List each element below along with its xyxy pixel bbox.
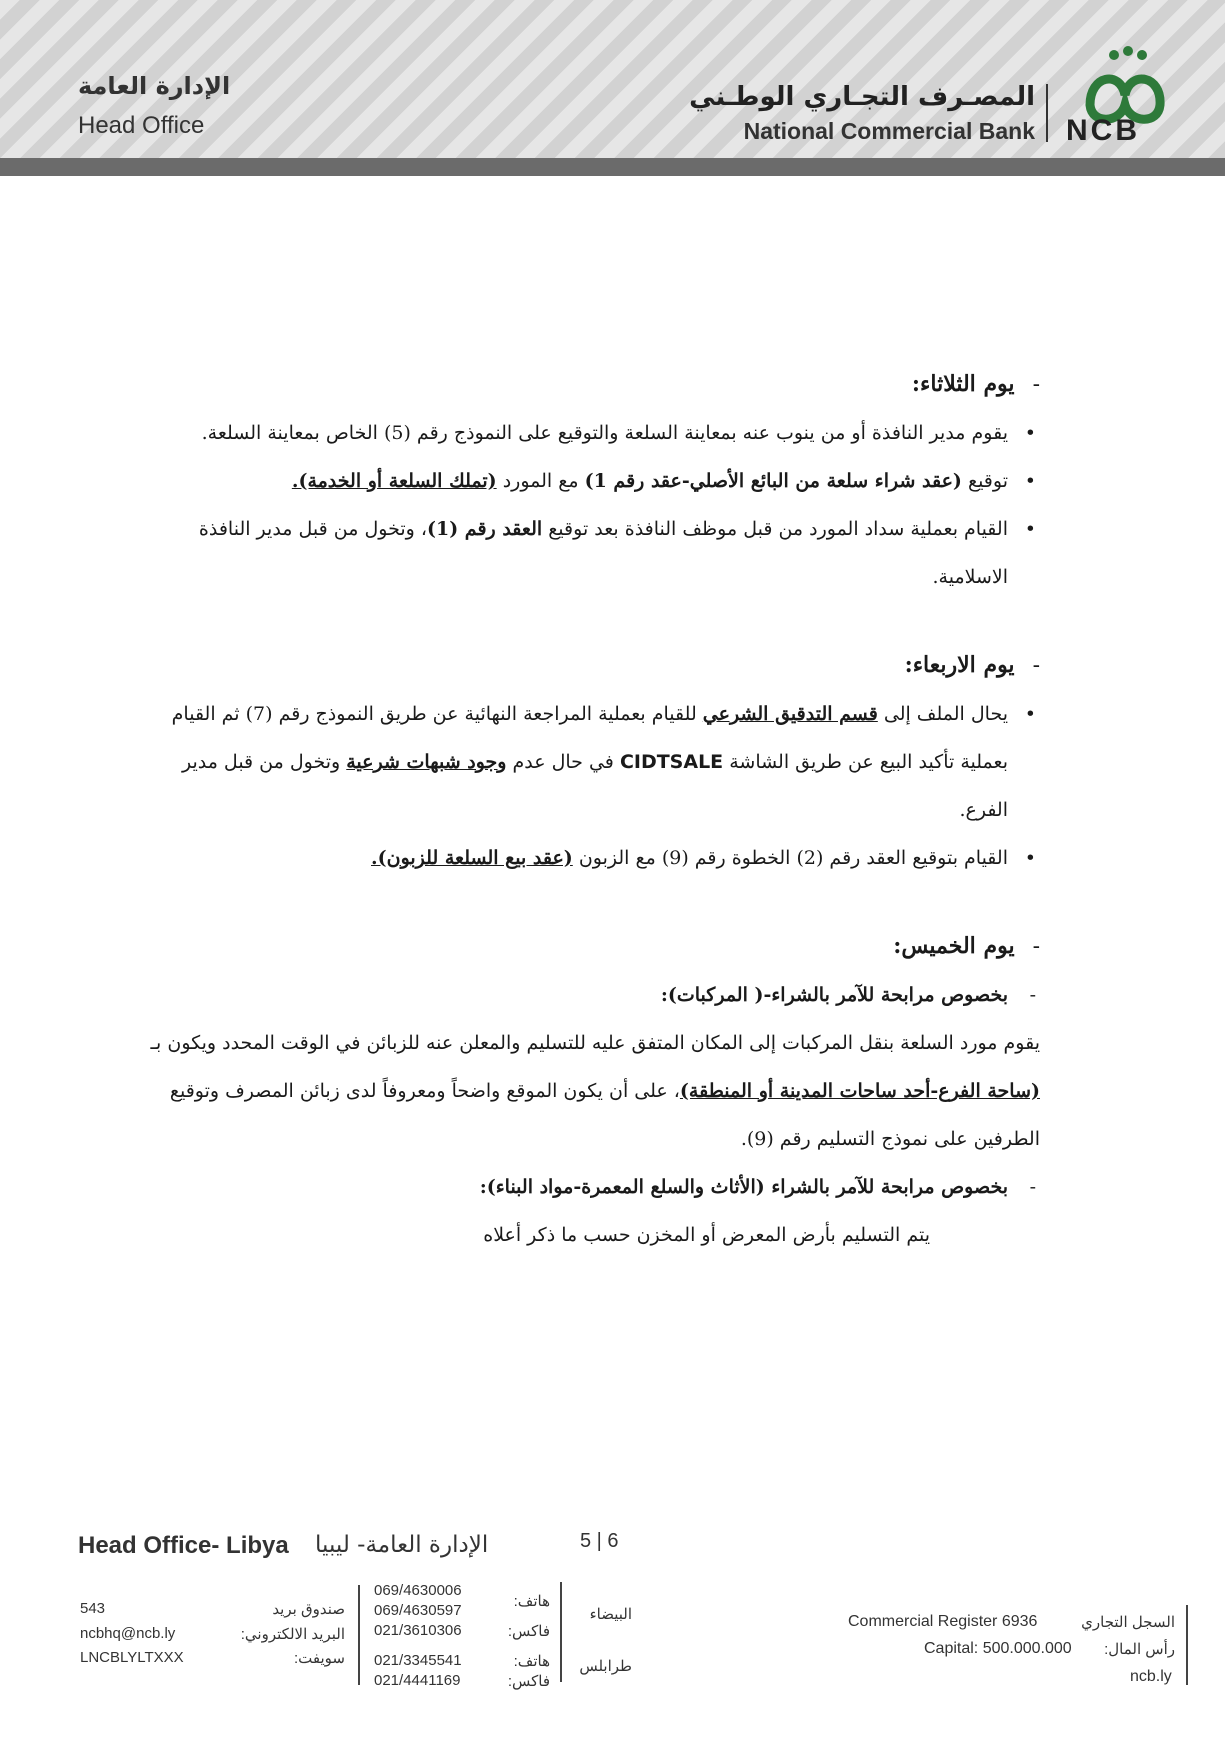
po-box-value: 543 — [80, 1600, 106, 1617]
wednesday-heading: -يوم الاربعاء: — [904, 652, 1040, 678]
thursday-heading: -يوم الخميس: — [893, 933, 1040, 959]
city1-phone-label: هاتف: — [513, 1593, 550, 1610]
bank-name-ar: المصـرف التجـاري الوطـني — [689, 82, 1035, 112]
swift-value: LNCBLYLTXXX — [80, 1649, 184, 1666]
capital-label: رأس المال: — [1104, 1641, 1175, 1658]
thursday-section-1-text: يقوم مورد السلعة بنقل المركبات إلى المكان المتفق عليه للتسليم والمعلن عنه للزبائن في الوقت المحدد ويكون بـ (ساحة الفرع-أحد ساحات المدينة أو المنطقة)، على أن يكون الموقع واضحاً ومعروفاً لدى زبائن المصرف وتوقيع الطرفين على نموذج التسليم رقم (9). — [150, 1032, 1040, 1150]
document-body — [140, 360, 1040, 1259]
city1-phone-2: 069/4630597 — [374, 1602, 462, 1619]
city2-fax: 021/4441169 — [374, 1672, 461, 1689]
footer-divider-1 — [358, 1585, 360, 1685]
commercial-register-label: السجل التجاري — [1081, 1614, 1175, 1631]
wednesday-bullet-2: • القيام بتوقيع العقد رقم (2) الخطوة رقم (9) مع الزبون (عقد بيع السلعة للزبون). — [140, 834, 1040, 882]
city2-name: طرابلس — [579, 1658, 632, 1675]
logo-text: NCB — [1066, 114, 1140, 147]
swift-label: سويفت: — [294, 1650, 345, 1667]
commercial-register: Commercial Register 6936 — [848, 1613, 1038, 1630]
city2-fax-label: فاكس: — [507, 1673, 550, 1690]
thursday-section-2-text: يتم التسليم بأرض المعرض أو المخزن حسب ما ذكر أعلاه — [483, 1224, 930, 1246]
city1-fax-label: فاكس: — [507, 1623, 550, 1640]
thursday-section-2-title: - بخصوص مرابحة للآمر بالشراء (الأثاث والسلع المعمرة-مواد البناء): — [140, 1163, 1040, 1211]
website: ncb.ly — [1130, 1668, 1172, 1685]
city1-phone-1: 069/4630006 — [374, 1582, 462, 1599]
header-bar — [0, 158, 1225, 176]
footer-divider-2 — [560, 1582, 562, 1682]
footer-title-ar: الإدارة العامة- ليبيا — [315, 1532, 489, 1558]
city1-fax: 021/3610306 — [374, 1622, 462, 1639]
city2-phone: 021/3345541 — [374, 1652, 462, 1669]
tuesday-heading: -يوم الثلاثاء: — [911, 371, 1040, 397]
city1-name: البيضاء — [589, 1606, 632, 1623]
footer-divider-3 — [1186, 1605, 1188, 1685]
capital: Capital: 500.000.000 — [924, 1640, 1072, 1657]
header-separator — [1046, 84, 1048, 142]
tuesday-bullet-2: • توقيع (عقد شراء سلعة من البائع الأصلي-عقد رقم 1) مع المورد (تملك السلعة أو الخدمة). — [140, 457, 1040, 505]
city2-phone-label: هاتف: — [513, 1653, 550, 1670]
tuesday-bullet-3: • القيام بعملية سداد المورد من قبل موظف النافذة بعد توقيع العقد رقم (1)، وتخول من قبل مدير النافذة الاسلامية. — [140, 505, 1040, 601]
head-office-ar: الإدارة العامة — [78, 72, 231, 100]
footer-title-en: Head Office- Libya — [78, 1532, 289, 1559]
email-value: ncbhq@ncb.ly — [80, 1625, 176, 1642]
email-label: البريد الالكتروني: — [240, 1626, 345, 1643]
head-office-en: Head Office — [78, 112, 205, 139]
page-number: 5 | 6 — [580, 1530, 619, 1552]
tuesday-bullet-1: • يقوم مدير النافذة أو من ينوب عنه بمعاينة السلعة والتوقيع على النموذج رقم (5) الخاص بمعاينة السلعة. — [140, 409, 1040, 457]
bank-name-en: National Commercial Bank — [743, 118, 1035, 144]
thursday-section-1-title: - بخصوص مرابحة للآمر بالشراء-( المركبات): — [140, 971, 1040, 1019]
po-box-label: صندوق بريد — [272, 1601, 345, 1618]
wednesday-bullet-1: • يحال الملف إلى قسم التدقيق الشرعي للقيام بعملية المراجعة النهائية عن طريق النموذج رقم (7) ثم القيام بعملية تأكيد البيع عن طريق الشاشة CIDTSALE في حال عدم وجود شبهات شرعية وتخول من قبل مدير الفرع. — [140, 690, 1040, 834]
